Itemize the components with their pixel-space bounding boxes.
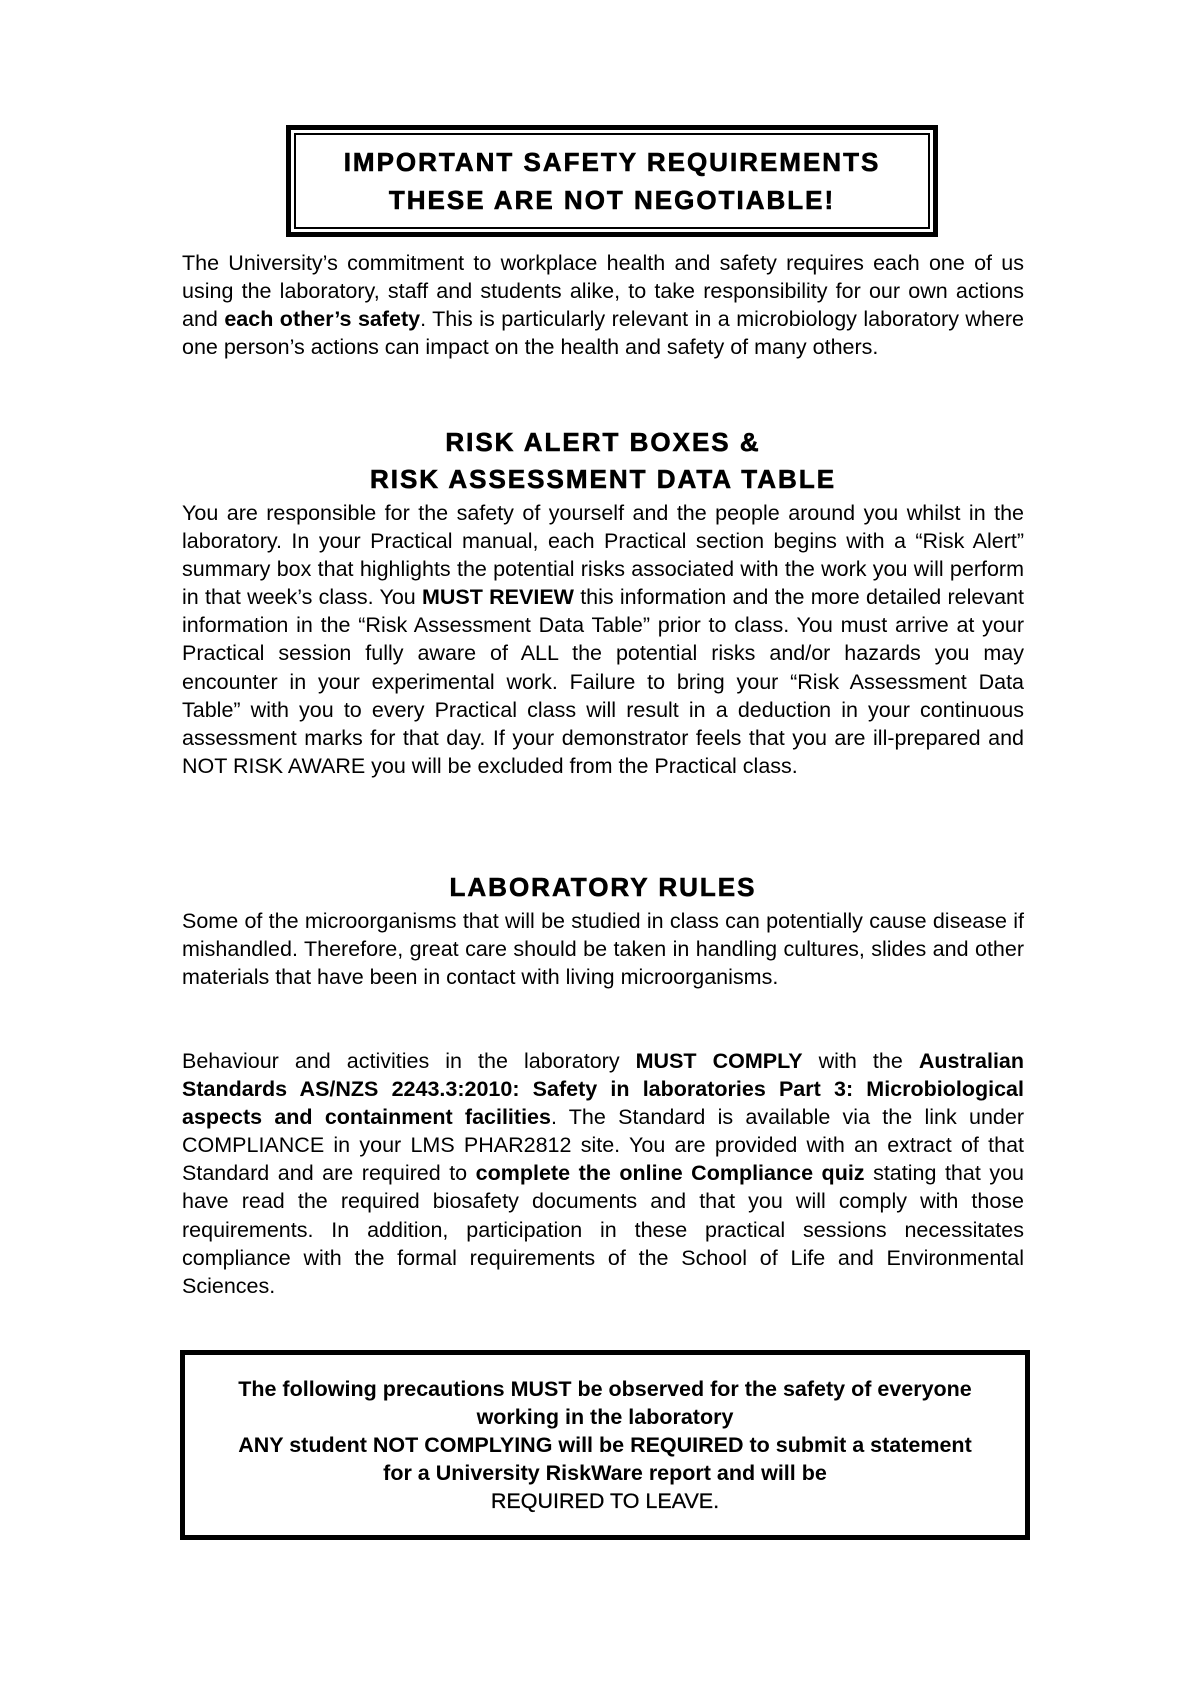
- intro-text-2: . This is particularly relevant in a microbiology laboratory where one person’s actions can impact on the health and safety of many others.: [182, 307, 1024, 360]
- safety-header-box: [286, 125, 938, 237]
- lab-rules-bold-1: MUST COMPLY: [635, 1049, 803, 1073]
- lab-rules-bold-3: complete the online Compliance quiz: [475, 1161, 865, 1186]
- risk-text-2: this information and the more detailed relevant information in the “Risk Assessment Data Table” prior to class. You must arrive at your Practical session fully aware of ALL the potential risks and/or hazards you may encounter in your experimental work. Failure to bring your “Risk Assessment Data Table” with you to every Practical class will result in a deduction in your continuous assessment marks for that day. If your demonstrator feels that you are ill-prepared and NOT RISK AWARE you will be excluded from the Practical class.: [182, 585, 1024, 778]
- lab-rules-text-3: . The Standard is available via the link under COMPLIANCE in your LMS PHAR2812 site. You are provided with an extract of that Standard and are required to: [182, 1105, 1024, 1186]
- lab-rules-text-1: Behaviour and activities in the laboratory: [182, 1049, 636, 1073]
- safety-header-line-2: THESE ARE NOT NEGOTIABLE!: [388, 185, 836, 215]
- precautions-box: [180, 1350, 1030, 1540]
- precautions-line-3: REQUIRED TO LEAVE.: [490, 1489, 720, 1513]
- lab-rules-heading: LABORATORY RULES: [449, 872, 757, 902]
- risk-heading-line-2: RISK ASSESSMENT DATA TABLE: [369, 464, 837, 494]
- precautions-line-2: ANY student NOT COMPLYING will be REQUIRED to submit a statement for a University RiskWare report and will be: [238, 1433, 972, 1485]
- risk-text-1: You are responsible for the safety of yourself and the people around you whilst in the laboratory. In your Practical manual, each Practical section begins with a “Risk Alert” summary box that highlights the potential risks associated with the work you will perform in that week’s class. You: [182, 501, 1024, 610]
- lab-rules-paragraph-2: [182, 1047, 1024, 1300]
- precautions-line-1: The following precautions MUST be observed for the safety of everyone working in the laboratory: [238, 1377, 972, 1429]
- safety-header-inner: [294, 133, 930, 229]
- risk-heading-line-1: RISK ALERT BOXES &: [445, 427, 761, 457]
- intro-paragraph: [182, 249, 1024, 361]
- risk-bold-1: MUST REVIEW: [421, 585, 574, 610]
- intro-bold-1: each other’s safety: [224, 307, 421, 332]
- intro-text-1: The University’s commitment to workplace health and safety requires each one of us using the laboratory, staff and students alike, to take responsibility for our own actions and: [182, 251, 1024, 332]
- safety-header-line-1: IMPORTANT SAFETY REQUIREMENTS: [343, 147, 881, 177]
- risk-paragraph: [182, 499, 1024, 780]
- lab-rules-paragraph-1: Some of the microorganisms that will be studied in class can potentially cause disease if mishandled. Therefore, great care should be taken in handling cultures, slides and other materials that have been in contact with living microorganisms.: [182, 909, 1024, 990]
- lab-rules-bold-2: Australian Standards AS/NZS 2243.3:2010: Safety in laboratories Part 3: Microbiological aspects and containment facilities: [182, 1049, 1025, 1130]
- lab-rules-text-4: stating that you have read the required biosafety documents and that you will comply with those requirements. In addition, participation in these practical sessions necessitates compliance with the formal requirements of the School of Life and Environmental Sciences.: [182, 1161, 1025, 1298]
- lab-rules-text-2: with the: [802, 1049, 919, 1073]
